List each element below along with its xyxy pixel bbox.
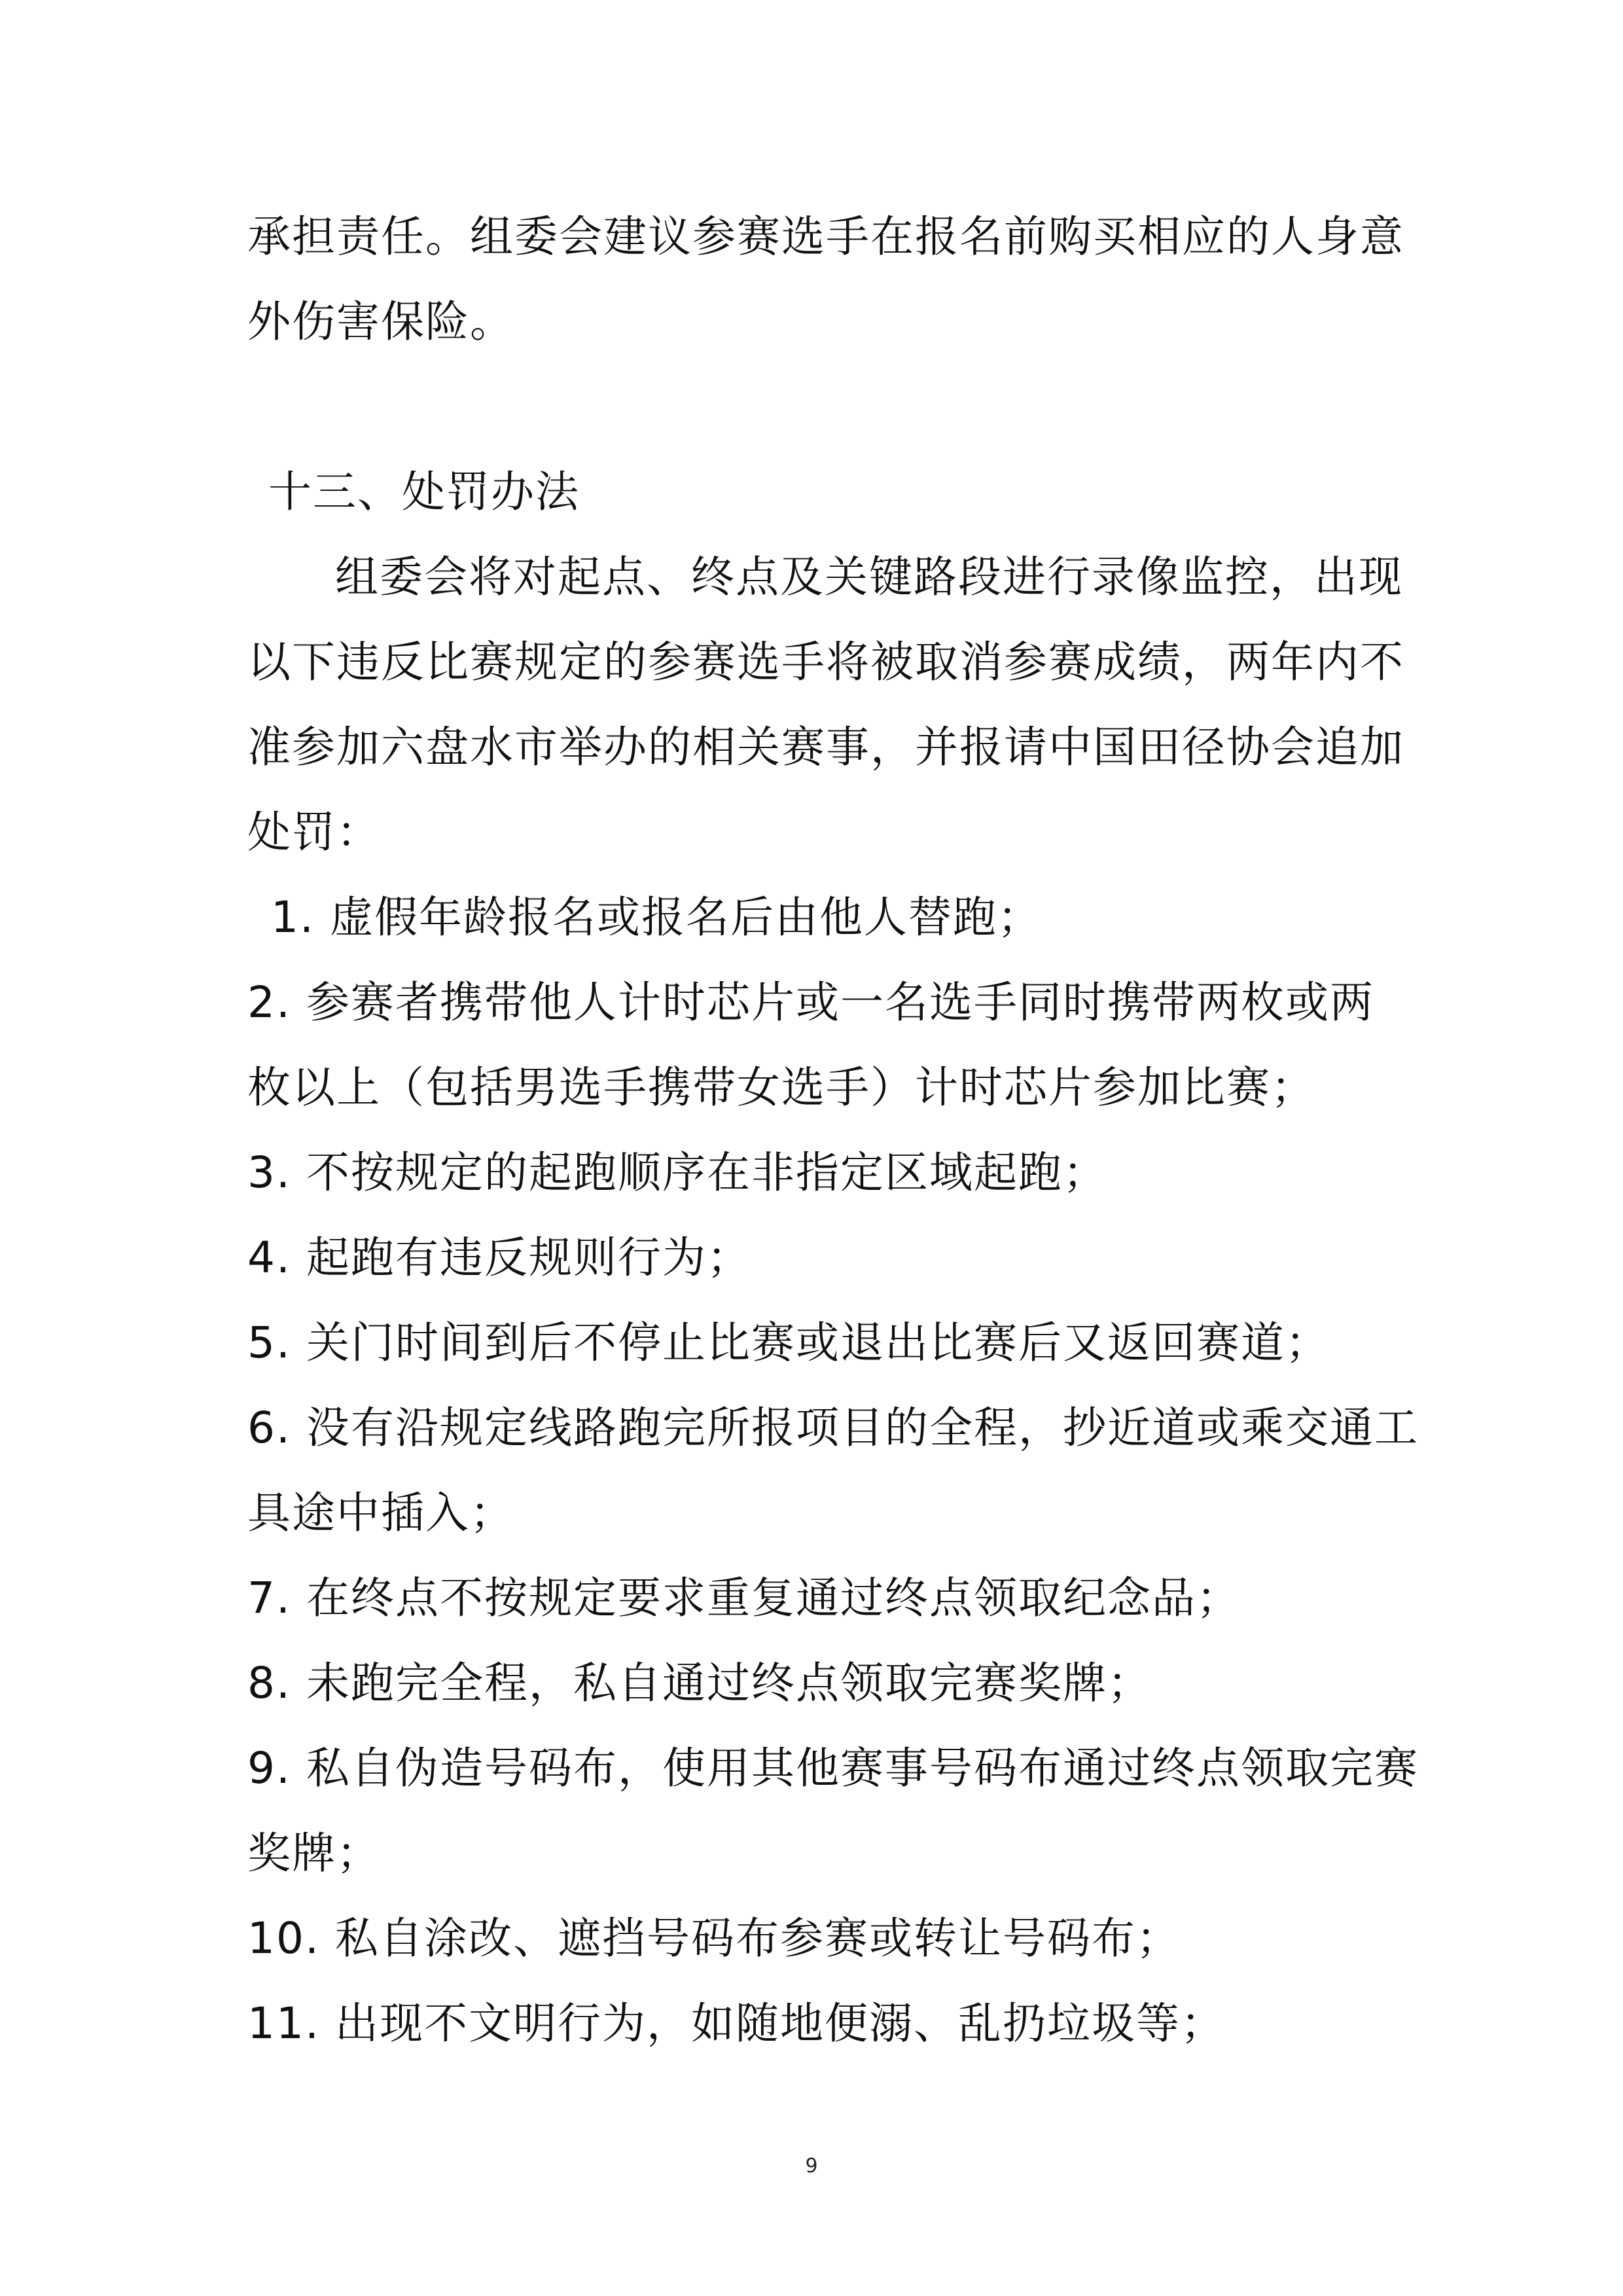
intro-paragraph-line-4: 处罚： — [247, 807, 381, 857]
page-number: 9 — [805, 2155, 818, 2178]
list-item-5: 5. 关门时间到后不停止比赛或退出比赛后又返回赛道； — [247, 1318, 1330, 1368]
list-item-8: 8. 未跑完全程，私自通过终点领取完赛奖牌； — [247, 1658, 1152, 1708]
list-item-6-line-1: 6. 没有沿规定线路跑完所报项目的全程，抄近道或乘交通工 — [247, 1403, 1419, 1453]
list-item-3: 3. 不按规定的起跑顺序在非指定区域起跑； — [247, 1147, 1107, 1198]
opening-paragraph-line-2: 外伤害保险。 — [247, 296, 514, 347]
list-item-2-line-2: 枚以上（包括男选手携带女选手）计时芯片参加比赛； — [247, 1062, 1315, 1113]
list-item-11: 11. 出现不文明行为，如随地便溺、乱扔垃圾等； — [247, 1998, 1225, 2049]
intro-paragraph-line-3: 准参加六盘水市举办的相关赛事，并报请中国田径协会追加 — [247, 722, 1404, 772]
list-item-1: 1. 虚假年龄报名或报名后由他人替跑； — [271, 892, 1042, 942]
opening-paragraph-line-1: 承担责任。组委会建议参赛选手在报名前购买相应的人身意 — [247, 211, 1404, 262]
intro-paragraph-line-1: 组委会将对起点、终点及关键路段进行录像监控，出现 — [335, 552, 1403, 602]
list-item-6-line-2: 具途中插入； — [247, 1488, 514, 1538]
list-item-7: 7. 在终点不按规定要求重复通过终点领取纪念品； — [247, 1573, 1241, 1623]
list-item-9-line-1: 9. 私自伪造号码布，使用其他赛事号码布通过终点领取完赛 — [247, 1743, 1419, 1793]
section-heading: 十三、处罚办法 — [268, 467, 580, 517]
list-item-10: 10. 私自涂改、遮挡号码布参赛或转让号码布； — [247, 1913, 1181, 1964]
list-item-9-line-2: 奖牌； — [247, 1828, 381, 1878]
list-item-4: 4. 起跑有违反规则行为； — [247, 1232, 751, 1283]
intro-paragraph-line-2: 以下违反比赛规定的参赛选手将被取消参赛成绩，两年内不 — [247, 637, 1404, 687]
list-item-2-line-1: 2. 参赛者携带他人计时芯片或一名选手同时携带两枚或两 — [247, 977, 1374, 1028]
